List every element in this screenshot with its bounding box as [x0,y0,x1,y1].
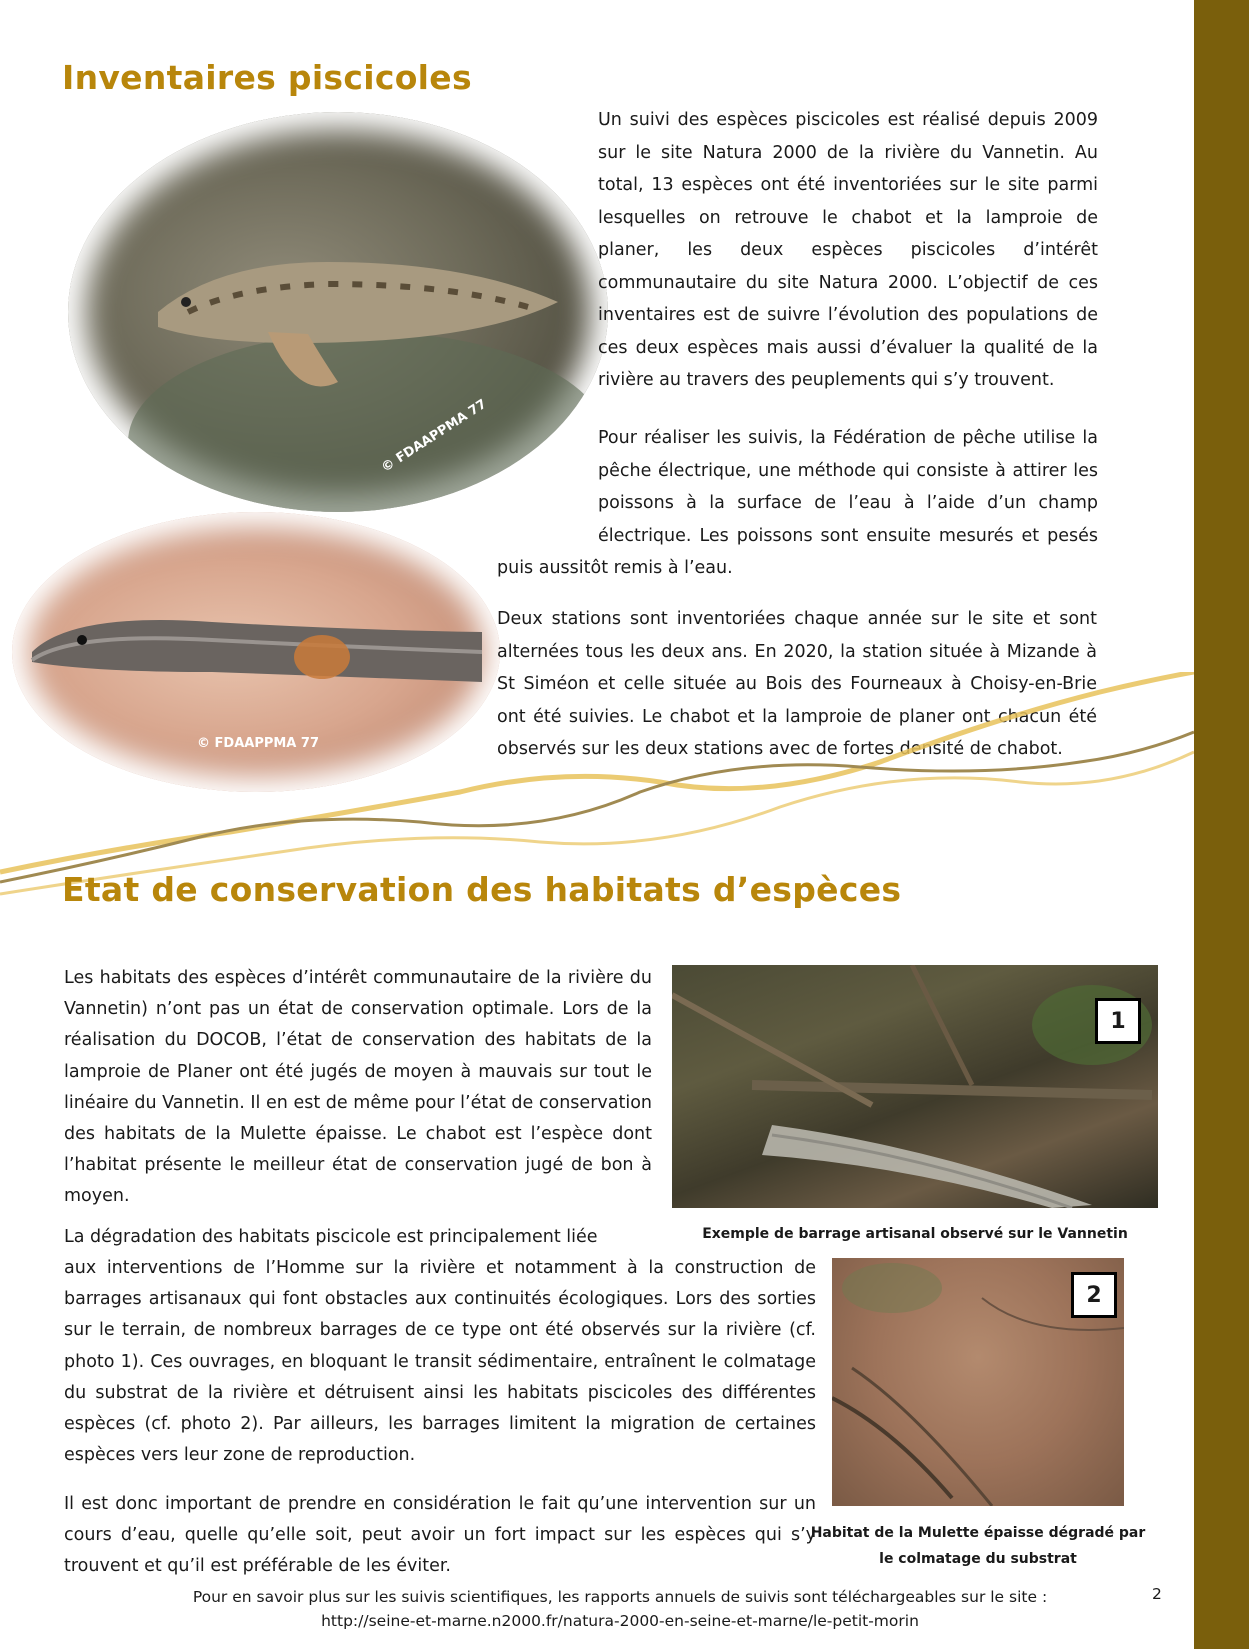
caption-photo-2: Habitat de la Mulette épaisse dégradé par le colmatage du substrat [810,1525,1146,1567]
section-title-inventaires: Inventaires piscicoles [62,58,472,97]
photo-badge-1: 1 [1095,998,1141,1044]
right-sidebar-band [1194,0,1249,1649]
paragraph-suivi: Un suivi des espèces piscicoles est réalisé depuis 2009 sur le site Natura 2000 de la rivière du Vannetin. Au total, 13 espèces ont été inventoriées sur le site parmi lesquelles on retrouve le chabot et la lamproie de planer, les deux espèces piscicoles d’intérêt communautaire du site Natura 2000. L’objectif de ces inventaires est de suivre l’évolution des populations de ces deux espèces mais aussi d’évaluer la qualité de la rivière au travers des peuplements qui s’y trouvent. [598,110,1098,390]
paragraph-peche-electrique: Pour réaliser les suivis, la Fédération de pêche utilise la pêche électrique, une méthode qui consiste à attirer les poissons à la surface de l’eau à l’aide d’un champ électrique. Les poissons sont ensuite mesurés et pesés [598,428,1098,546]
paragraph-habitats: Les habitats des espèces d’intérêt communautaire de la rivière du Vannetin) n’ont pas un état de conservation optimale. Lors de la réalisation du DOCOB, l’état de conservation des habitats de la lamproie de Planer ont été jugés de moyen à mauvais sur tout le linéaire du Vannetin. Il en est de même pour l’état de conservation des habitats de la Mulette épaisse. Le chabot est l’espèce dont l’habitat présente le meilleur état de conservation jugé de bon à moyen. [64,968,652,1207]
caption-photo-1: Exemple de barrage artisanal observé sur le Vannetin [702,1226,1128,1242]
chabot-fish-photo [68,112,608,512]
photo-credit-1: © FDAAPPMA 77 [378,396,490,476]
footer-link[interactable]: http://seine-et-marne.n2000.fr/natura-2000-en-seine-et-marne/le-petit-morin [321,1612,919,1630]
dam-photo [672,965,1158,1208]
photo-badge-2: 2 [1071,1272,1117,1318]
footer [120,1585,1120,1633]
page-number: 2 [1152,1585,1162,1603]
paragraph-peche-electrique-end: puis aussitôt remis à l’eau. [497,558,733,578]
paragraph-stations: Deux stations sont inventoriées chaque année sur le site et sont alternées tous les deux ans. En 2020, la station située à Mizande à St Siméon et celle située au Bois des Fourneaux à Choisy-en-Brie ont été suivies. Le chabot et la lamproie de planer ont chacun été observés sur les deux stations avec de fortes densité de chabot. [497,609,1097,759]
decorative-river-waves [0,672,1194,902]
paragraph-intervention: Il est donc important de prendre en considération le fait qu’une intervention sur un cours d’eau, quelle qu’elle soit, peut avoir un fort impact sur les espèces qui s’y trouvent et qu’il est préférable de les éviter. [64,1494,816,1577]
paragraph-degradation-start: La dégradation des habitats piscicole est principalement liée [64,1227,598,1247]
footer-text: Pour en savoir plus sur les suivis scientifiques, les rapports annuels de suivis sont téléchargeables sur le site : [192,1588,1048,1606]
paragraph-degradation: aux interventions de l’Homme sur la rivière et notamment à la construction de barrages artisanaux qui font obstacles aux continuités écologiques. Lors des sorties sur le terrain, de nombreux barrages de ce type ont été observés sur la rivière (cf. photo 1). Ces ouvrages, en bloquant le transit sédimentaire, entraînent le colmatage du substrat de la rivière et détruisent ainsi les habitats piscicoles des différentes espèces (cf. photo 2). Par ailleurs, les barrages limitent la migration de certaines espèces vers leur zone de reproduction. [64,1258,816,1466]
photo-credit-2: © FDAAPPMA 77 [197,736,319,751]
section-title-etat-conservation: Etat de conservation des habitats d’espèces [62,870,902,909]
